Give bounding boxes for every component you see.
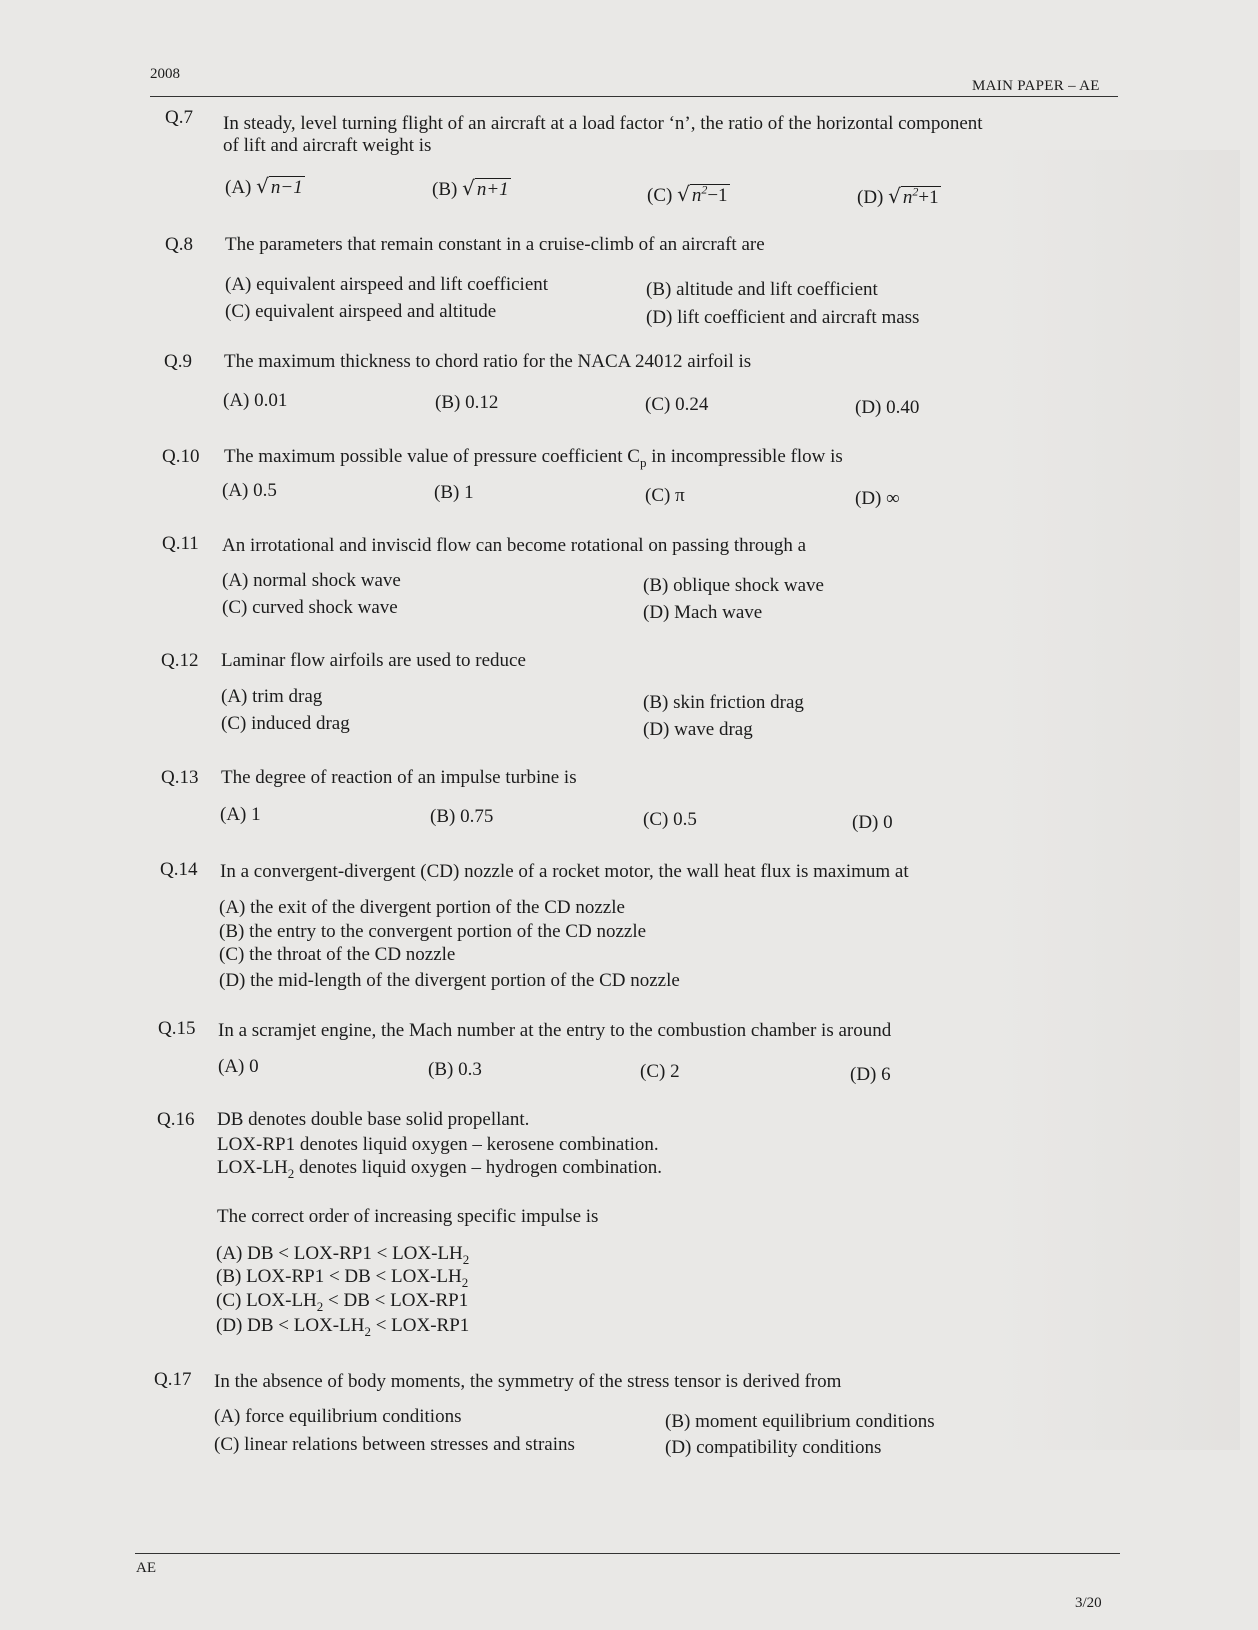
question-text: An irrotational and inviscid flow can become rotational on passing through a [222, 535, 807, 556]
show-through-shading [990, 150, 1240, 1450]
question-text: The maximum possible value of pressure coefficient $C_p$ in incompressible flow is [224, 446, 843, 470]
option-b: (B) skin friction drag [643, 692, 804, 713]
question-text: In a convergent-divergent (CD) nozzle of a rocket motor, the wall heat flux is maximum at [220, 861, 909, 882]
question-text: The parameters that remain constant in a cruise-climb of an aircraft are [225, 234, 765, 255]
option-b: (B) 0.3 [428, 1059, 482, 1080]
question-text: The maximum thickness to chord ratio for the NACA 24012 airfoil is [224, 351, 752, 372]
option-b: (B) the entry to the convergent portion of the CD nozzle [219, 921, 647, 942]
question-number: Q.10 [162, 446, 200, 467]
question-line-1: DB denotes double base solid propellant. [217, 1109, 530, 1130]
option-b: (B) oblique shock wave [643, 575, 824, 596]
option-d: (D) Mach wave [643, 602, 763, 623]
header-year: 2008 [150, 66, 180, 82]
question-text: In a scramjet engine, the Mach number at the entry to the combustion chamber is around [218, 1020, 892, 1041]
question-number: Q.9 [164, 351, 192, 372]
option-c: (C) 0.24 [645, 394, 709, 415]
option-b: (B) moment equilibrium conditions [665, 1411, 935, 1432]
option-b: (B) √ n+1 [432, 176, 509, 200]
header-paper-title: MAIN PAPER – AE [972, 78, 1100, 94]
question-number: Q.7 [165, 107, 193, 128]
option-d: (D) lift coefficient and aircraft mass [646, 307, 920, 328]
option-a: (A) equivalent airspeed and lift coefficient [225, 274, 549, 295]
option-d: (D) the mid-length of the divergent portion of the CD nozzle [219, 970, 680, 991]
option-d: (D) wave drag [643, 719, 753, 740]
option-c: (C) LOX-$LH_2$ < DB < LOX-RP1 [216, 1290, 469, 1314]
option-d: (D) 6 [850, 1064, 891, 1085]
question-number: Q.11 [162, 533, 199, 554]
option-b: (B) 0.75 [430, 806, 494, 827]
option-c: (C) curved shock wave [222, 597, 398, 618]
footer-page-number: 3/20 [1075, 1595, 1102, 1611]
option-c: (C) 0.5 [643, 809, 697, 830]
question-number: Q.13 [161, 767, 199, 788]
header-rule [150, 96, 1118, 97]
option-b: (B) 0.12 [435, 392, 499, 413]
option-c: (C) linear relations between stresses and strains [214, 1434, 575, 1455]
option-b: (B) LOX-RP1 < DB < LOX-$LH_2$ [216, 1266, 469, 1290]
question-text: Laminar flow airfoils are used to reduce [221, 650, 526, 671]
option-a: (A) √ n−1 [225, 174, 303, 198]
question-number: Q.14 [160, 859, 198, 880]
option-a: (A) trim drag [221, 686, 323, 707]
option-a: (A) force equilibrium conditions [214, 1406, 462, 1427]
question-line-3: LOX-$LH_2$ denotes liquid oxygen – hydrogen combination. [217, 1157, 663, 1181]
option-d: (D) 0.40 [855, 397, 920, 418]
option-a: (A) 1 [220, 804, 261, 825]
question-number: Q.8 [165, 234, 193, 255]
option-c: (C) equivalent airspeed and altitude [225, 301, 497, 322]
option-c: (C) the throat of the CD nozzle [219, 944, 456, 965]
option-a: (A) DB < LOX-RP1 < LOX-$LH_2$ [216, 1243, 470, 1267]
question-line-2: LOX-RP1 denotes liquid oxygen – kerosene combination. [217, 1134, 659, 1155]
option-a: (A) normal shock wave [222, 570, 401, 591]
option-b: (B) altitude and lift coefficient [646, 279, 878, 300]
option-c: (C) 2 [640, 1061, 680, 1082]
question-number: Q.17 [154, 1369, 192, 1390]
question-number: Q.12 [161, 650, 199, 671]
option-d: (D) 0 [852, 812, 893, 833]
option-d: (D) ∞ [855, 488, 900, 509]
option-d: (D) compatibility conditions [665, 1437, 882, 1458]
option-d: (D) √ $n^2+1$ [857, 184, 939, 208]
question-line-4: The correct order of increasing specific impulse is [217, 1206, 599, 1227]
question-text-cont: of lift and aircraft weight is [223, 135, 432, 156]
option-c: (C) π [645, 485, 685, 506]
question-text: In the absence of body moments, the symmetry of the stress tensor is derived from [214, 1371, 842, 1392]
footer-rule [135, 1553, 1120, 1554]
footer-code: AE [136, 1560, 156, 1576]
option-a: (A) the exit of the divergent portion of the CD nozzle [219, 897, 625, 918]
option-a: (A) 0 [218, 1056, 259, 1077]
question-number: Q.16 [157, 1109, 195, 1130]
question-text: In steady, level turning flight of an aircraft at a load factor ‘n’, the ratio of the horizontal component [223, 113, 983, 134]
option-d: (D) DB < LOX-$LH_2 < LOX-RP1$ [216, 1315, 470, 1339]
question-number: Q.15 [158, 1018, 196, 1039]
option-a: (A) 0.5 [222, 480, 277, 501]
option-c: (C) √ $n^2-1$ [647, 182, 728, 206]
question-text: The degree of reaction of an impulse turbine is [221, 767, 577, 788]
option-a: (A) 0.01 [223, 390, 288, 411]
option-b: (B) 1 [434, 482, 474, 503]
option-c: (C) induced drag [221, 713, 350, 734]
